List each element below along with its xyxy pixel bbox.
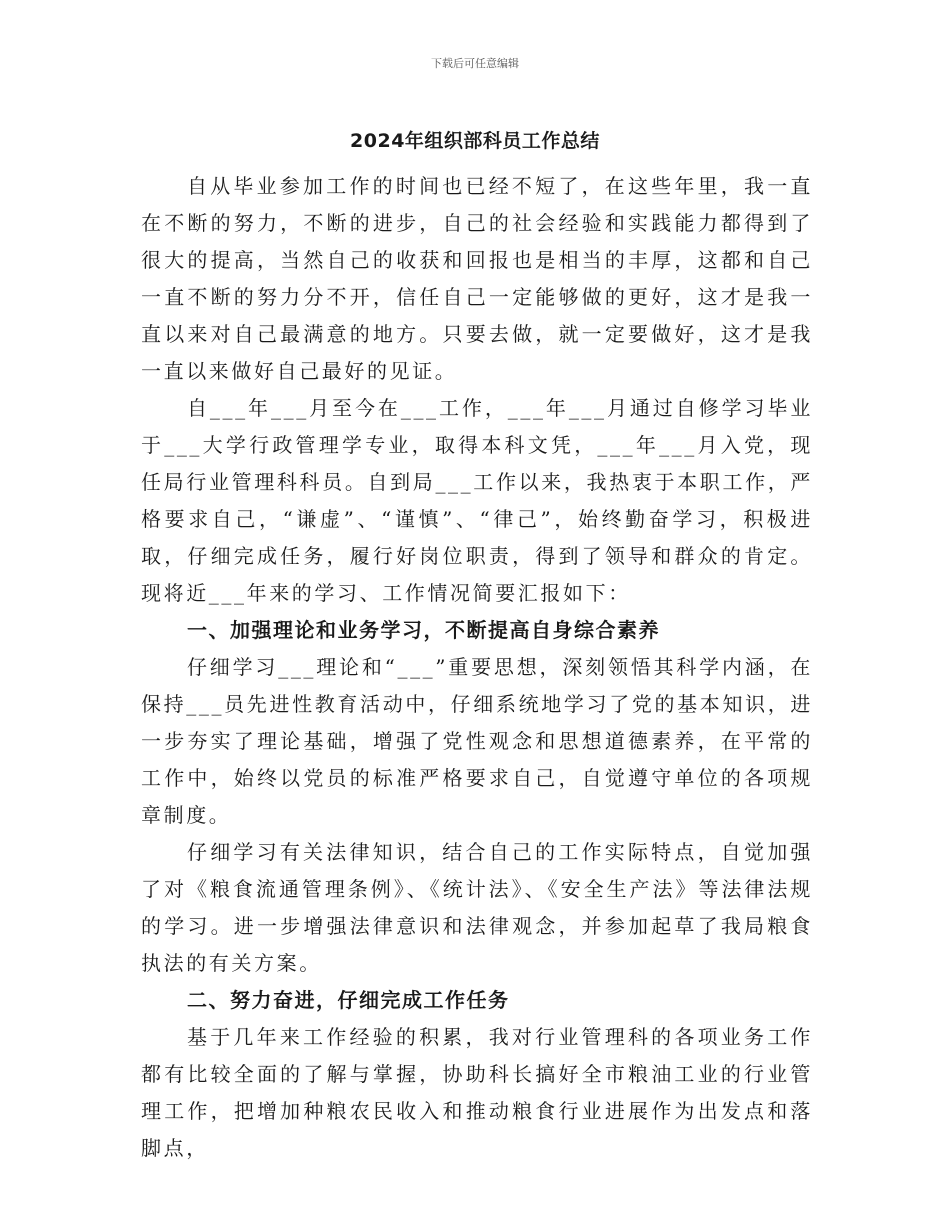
document-title: 2024年组织部科员工作总结 <box>350 130 600 152</box>
section-heading-2: 二、努力奋进，仔细完成工作任务 <box>187 988 510 1012</box>
paragraph-background: 自___年___月至今在___工作，___年___月通过自修学习毕业于___大学行政管理学专业，取得本科文凭，___年___月入党，现任局行业管理科科员。自到局___工作以来，我热衷于本职工作，严格要求自己，“谦虚”、“谨慎”、“律己”，始终勤奋学习，积极进取，仔细完成任务，履行好岗位职责，得到了领导和群众的肯定。现将近___年来的学习、工作情况简要汇报如下： <box>141 396 813 605</box>
paragraph-work-tasks: 基于几年来工作经验的积累，我对行业管理科的各项业务工作都有比较全面的了解与掌握，协助科长搞好全市粮油工业的行业管理工作，把增加种粮农民收入和推动粮食行业进展作为出发点和落脚点， <box>141 1025 813 1160</box>
paragraph-intro: 自从毕业参加工作的时间也已经不短了，在这些年里，我一直在不断的努力，不断的进步，自己的社会经验和实践能力都得到了很大的提高，当然自己的收获和回报也是相当的丰厚，这都和自己一直不断的努力分不开，信任自己一定能够做的更好，这才是我一直以来对自己最满意的地方。只要去做，就一定要做好，这才是我一直以来做好自己最好的见证。 <box>141 174 813 383</box>
paragraph-theory-study: 仔细学习___理论和“___”重要思想，深刻领悟其科学内涵，在保持___员先进性教育活动中，仔细系统地学习了党的基本知识，进一步夯实了理论基础，增强了党性观念和思想道德素养，在平常的工作中，始终以党员的标准严格要求自己，自觉遵守单位的各项规章制度。 <box>141 655 813 827</box>
document-body <box>141 168 813 1167</box>
paragraph-law-study: 仔细学习有关法律知识，结合自己的工作实际特点，自觉加强了对《粮食流通管理条例》、《统计法》、《安全生产法》等法律法规的学习。进一步增强法律意识和法律观念，并参加起草了我局粮食执法的有关方案。 <box>141 840 813 975</box>
header-note: 下载后可任意编辑 <box>431 57 519 70</box>
section-heading-1: 一、加强理论和业务学习，不断提高自身综合素养 <box>187 618 660 642</box>
